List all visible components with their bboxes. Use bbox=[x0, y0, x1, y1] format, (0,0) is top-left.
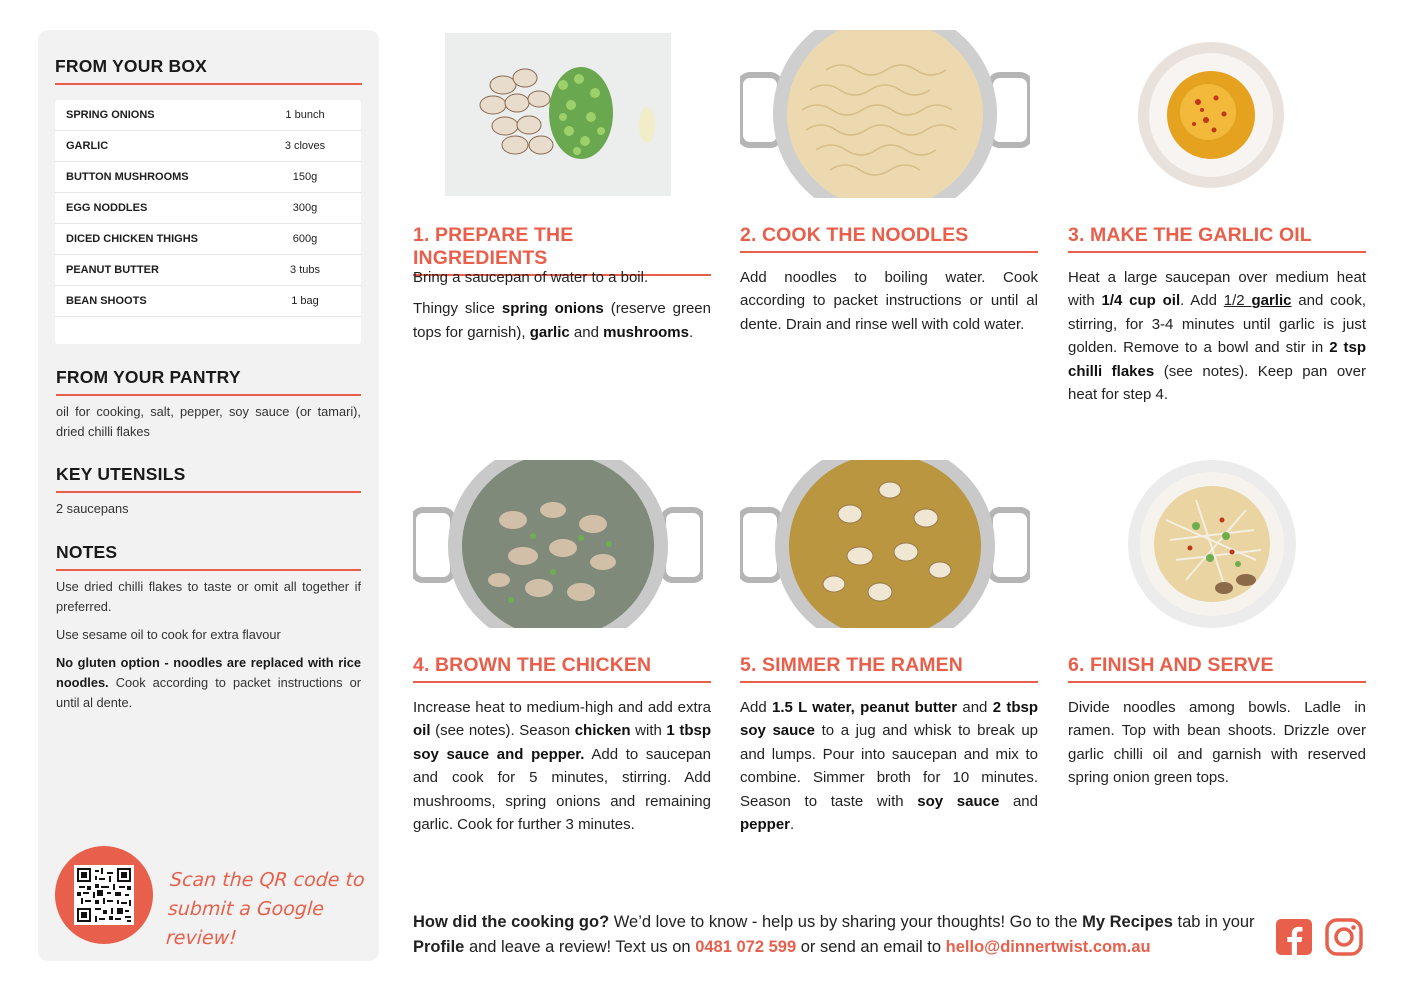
ingredient-name: DICED CHICKEN THIGHS bbox=[66, 233, 199, 245]
step-5-heading: 5. SIMMER THE RAMEN bbox=[740, 654, 1038, 683]
text-span: Add to saucepan and cook for 5 minutes, stirring. Add mushrooms, spring onions and remaining garlic. Cook for further 3 minutes. bbox=[413, 745, 711, 834]
step-4-para-1 bbox=[413, 696, 711, 836]
text-span: with bbox=[630, 722, 667, 740]
step-1-heading: 1. PREPARE THE INGREDIENTS bbox=[413, 224, 711, 276]
text-span: Heat a large saucepan over medium heat with bbox=[1068, 269, 1366, 310]
ingredient-name: GARLIC bbox=[66, 140, 109, 152]
step-3-heading: 3. MAKE THE GARLIC OIL bbox=[1068, 224, 1366, 253]
prepared-ingredients-photo bbox=[445, 33, 671, 196]
bold-span: soy sauce bbox=[917, 792, 1000, 810]
text-span: (see notes). Season bbox=[430, 722, 575, 740]
email-link[interactable]: hello@dinnertwist.com.au bbox=[945, 938, 1151, 956]
step-6-para-1: Divide noodles among bowls. Ladle in ramen. Top with bean shoots. Drizzle over garlic chilli oil and garnish with reserved spring onion green tops. bbox=[1068, 699, 1366, 787]
step-2-text bbox=[740, 266, 1038, 336]
ingredient-qty: 1 bunch bbox=[285, 109, 325, 121]
bold-span: garlic bbox=[529, 323, 570, 341]
underlined-span: 1/2 bbox=[1223, 292, 1252, 310]
step-6-heading: 6. FINISH AND SERVE bbox=[1068, 654, 1366, 683]
text-span: (see notes). Keep pan over heat for step 4. bbox=[1068, 362, 1366, 404]
table-row bbox=[55, 224, 361, 255]
note-3 bbox=[56, 653, 361, 713]
text-span: and bbox=[569, 323, 604, 341]
step-1-para-1: Bring a saucepan of water to a boil. bbox=[413, 269, 649, 286]
qr-caption-line2: submit a Google review! bbox=[165, 898, 325, 949]
step-5-para-1 bbox=[740, 696, 1038, 836]
qr-badge bbox=[55, 846, 153, 944]
footer-bold: Profile bbox=[413, 938, 465, 956]
note-2: Use sesame oil to cook for extra flavour bbox=[56, 627, 281, 642]
footer-bold: My Recipes bbox=[1082, 913, 1173, 931]
step-2-para-1: Add noodles to boiling water. Cook according to packet instructions or until al dente. Drain and rinse well with cold water. bbox=[740, 269, 1038, 333]
bold-span: pepper bbox=[740, 816, 791, 834]
step-3-text bbox=[1068, 266, 1366, 406]
ingredient-qty: 3 tubs bbox=[290, 264, 320, 276]
pantry-heading: FROM YOUR PANTRY bbox=[56, 367, 361, 396]
ingredient-name: PEANUT BUTTER bbox=[66, 264, 159, 276]
simmer-ramen-photo bbox=[740, 460, 1030, 628]
from-your-box-heading: FROM YOUR BOX bbox=[55, 56, 362, 85]
text-span: to a jug and whisk to break up and lumps. Pour into saucepan and mix to combine. Simmer broth for 10 minutes. Season to taste with bbox=[740, 722, 1039, 810]
step-3-para-1 bbox=[1068, 266, 1366, 406]
footer-text: We’d love to know - help us by sharing your thoughts! Go to the bbox=[609, 913, 1083, 931]
ingredient-qty: 1 bag bbox=[291, 295, 319, 307]
phone-link[interactable]: 0481 072 599 bbox=[695, 938, 797, 956]
table-row bbox=[55, 100, 361, 131]
step-4-text bbox=[413, 696, 711, 836]
qr-caption bbox=[165, 866, 371, 953]
text-span: Thingy slice bbox=[413, 300, 502, 318]
bold-span: oil bbox=[413, 722, 431, 740]
finished-ramen-photo bbox=[1126, 460, 1298, 628]
ingredient-name: SPRING ONIONS bbox=[66, 109, 155, 121]
bold-span: 2 tbsp soy sauce bbox=[740, 699, 1038, 740]
notes-heading: NOTES bbox=[56, 542, 361, 571]
text-span: and bbox=[999, 792, 1038, 810]
table-row bbox=[55, 255, 361, 286]
table-row bbox=[55, 131, 361, 162]
pantry-text: oil for cooking, salt, pepper, soy sauce (or tamari), dried chilli flakes bbox=[56, 404, 361, 439]
sidebar bbox=[38, 30, 379, 961]
step-2-heading: 2. COOK THE NOODLES bbox=[740, 224, 1038, 253]
table-row bbox=[55, 286, 361, 317]
bold-span: chicken bbox=[574, 722, 631, 740]
text-span: Increase heat to medium-high and add extra bbox=[413, 699, 711, 716]
bold-span: spring onions bbox=[501, 300, 604, 318]
utensils-text: 2 saucepans bbox=[56, 501, 129, 516]
qr-code-icon[interactable] bbox=[74, 865, 134, 925]
ingredient-qty: 3 cloves bbox=[284, 140, 326, 152]
ingredient-qty: 300g bbox=[292, 202, 318, 214]
step-6-text bbox=[1068, 696, 1366, 790]
footer-bold: How did the cooking go? bbox=[413, 913, 610, 931]
footer-text: and leave a review! Text us on bbox=[464, 938, 696, 956]
text-span: . bbox=[790, 816, 795, 834]
text-span: . bbox=[688, 323, 694, 341]
text-span: Add bbox=[740, 699, 772, 716]
step-4-heading: 4. BROWN THE CHICKEN bbox=[413, 654, 711, 683]
text-span: . Add bbox=[1180, 292, 1224, 310]
ingredient-name: BEAN SHOOTS bbox=[66, 295, 147, 307]
note-3-bold: No gluten option - noodles are replaced with rice noodles. bbox=[56, 655, 361, 690]
step-1-para-2 bbox=[413, 297, 711, 344]
bold-span: 1/4 cup oil bbox=[1101, 292, 1181, 310]
cooked-noodles-photo bbox=[740, 30, 1030, 198]
text-span: and cook, stirring, for 3-4 minutes until garlic is just golden. Remove to a bowl and stir in bbox=[1068, 292, 1366, 357]
review-footer bbox=[413, 910, 1263, 960]
footer-text: or send an email to bbox=[796, 938, 946, 956]
qr-caption-line1: Scan the QR code to bbox=[169, 869, 366, 891]
text-span: and bbox=[957, 699, 993, 716]
table-row bbox=[55, 193, 361, 224]
text-span: (reserve green tops for garnish), bbox=[413, 300, 711, 341]
facebook-icon[interactable] bbox=[1275, 918, 1313, 956]
ingredients-table bbox=[55, 100, 361, 344]
bold-span: 1 tbsp soy sauce and pepper. bbox=[413, 722, 711, 763]
ingredient-qty: 150g bbox=[292, 171, 318, 183]
table-row bbox=[55, 162, 361, 193]
step-5-text bbox=[740, 696, 1038, 836]
ingredient-name: BUTTON MUSHROOMS bbox=[66, 171, 189, 183]
utensils-heading: KEY UTENSILS bbox=[56, 464, 361, 493]
step-1-text bbox=[413, 266, 711, 344]
garlic-oil-photo bbox=[1136, 40, 1286, 190]
bold-span: garlic bbox=[1251, 292, 1292, 310]
bold-span: 2 tsp chilli flakes bbox=[1068, 339, 1366, 380]
note-3-rest: Cook according to packet instructions or until al dente. bbox=[56, 675, 361, 710]
ingredient-name: EGG NODDLES bbox=[66, 202, 148, 214]
footer-text: tab in your bbox=[1172, 913, 1255, 931]
bold-span: mushrooms bbox=[603, 323, 689, 341]
instagram-icon[interactable] bbox=[1325, 918, 1363, 956]
bold-span: 1.5 L water, peanut butter bbox=[771, 699, 958, 716]
note-1: Use dried chilli flakes to taste or omit all together if preferred. bbox=[56, 579, 361, 614]
ingredient-qty: 600g bbox=[292, 233, 318, 245]
brown-chicken-photo bbox=[413, 460, 703, 628]
